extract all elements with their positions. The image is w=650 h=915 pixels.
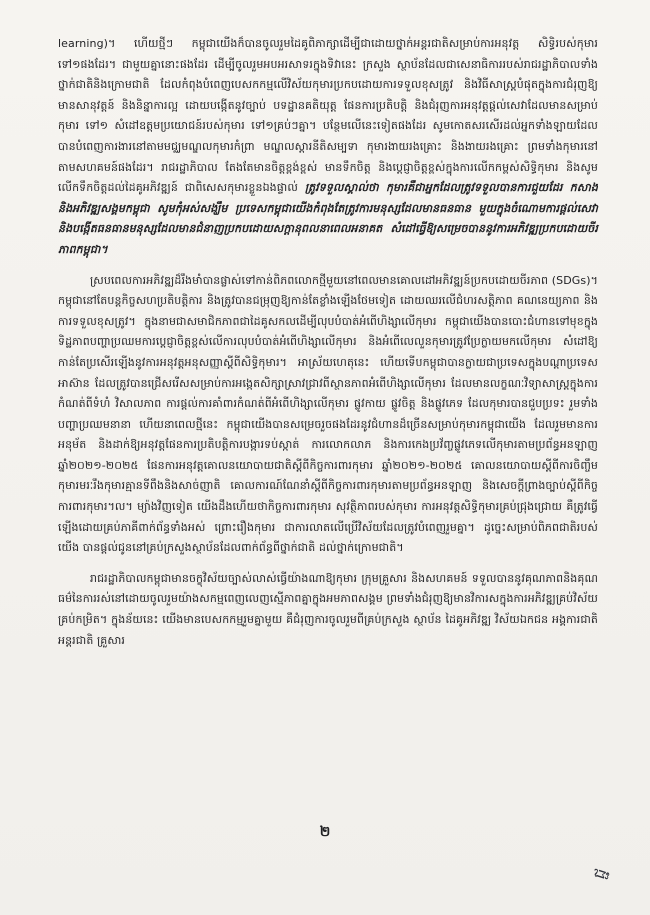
handwritten-initials: ជ្ជ [589, 865, 611, 882]
paragraph-1 [58, 34, 598, 261]
paragraph-3 [58, 569, 598, 651]
page-number: ២ [319, 824, 331, 840]
paragraph-2-text: ស្របពេលការអភិវឌ្ឍដ៏រឹងមាំបានផ្លាស់ទៅកាន់ពិភពលោកថ្មីមួយនៅពេលមានគោលដៅអភិវឌ្ឍន៍ប្រកបដោយចីរភាព (SDGs)។ កម្ពុជានៅតែបន្តកិច្ចសហប្រតិបត្តិការ និងត្រូវបានជម្រុញឱ្យកាន់តែខ្លាំងឡើងថែមទៀត ដោយឈរលើជំហរសត្តិភាព គណនេយ្យភាព និងការទទួលខុសត្រូវ។ ក្នុងនាមជាសមាជិកភាពជាដៃគូសកលដើម្បីលុបបំបាត់អំពើហិង្សាលើកុមារ កម្ពុជាយើងបានបោះជំហានទៅមុខក្នុងទិដ្ឋភាពបញ្ហាប្រឈមការប្តេជ្ញាចិត្តខ្ពស់លើការលុបបំបាត់អំពើហិង្សាលើកុមារ និងអំពើលេលួនកុមារត្រូវប្រែក្លាយមកលើកុមារ សំដៅឱ្យកាន់តែប្រសើរឡើងនូវការអនុវត្តអនុសញ្ញាស្តីពីសិទ្ធិកុមារ។ អាស្រ័យហេតុនេះ ហើយទើបកម្ពុជាបានក្លាយជាប្រទេសក្នុងបណ្តាប្រទេសអាស៊ាន ដែលត្រូវបានជ្រើសរើសសម្រាប់ការអង្កេតសិក្សាស្រាវជ្រាវពីស្ថានភាពអំពើហិង្សាលើកុមារ ដែលមានលក្ខណៈវិទ្យាសាស្ត្រក្នុងការកំណត់ពីទំហំ វិសាលភាព ការផ្តល់ការគាំពារកំណត់ពីអំពើហិង្សាលើកុមារ ផ្លូវកាយ ផ្លូវចិត្ត និងផ្លូវភេទ ដែលកុមារបានជួបប្រទះ រួមទាំងបញ្ហាប្រឈមនានា ហើយនាពេលថ្មីនេះ កម្ពុជាយើងបានសម្រេចរួចផងដែរនូវជំហានដ៏ច្រើនសម្រាប់កុមារកម្ពុជាយើង ដែលរួមមានការអនុម័ត និងដាក់ឱ្យអនុវត្តផែនការប្រតិបត្តិការបង្ការទប់ស្កាត់ ការលោកលាភ និងការកេងប្រវ័ញ្ចផ្លូវភេទលើកុមារតាមប្រព័ន្ធអនឡាញ ឆ្នាំ២០២១-២០២៥ ផែនការអនុវត្តគោលនយោបាយជាតិស្តីពីកិច្ចការពារកុមារ ឆ្នាំ២០២១-២០២៥ គោលនយោបាយស្តីពីការចិញ្ចឹមកុមារមរៈរឹងកុមារគ្មានទីពឹងនិងសាច់ញាតិ គោលការណ៍ណែនាំស្តីពីកិច្ចការពារកុមារតាមប្រព័ន្ធអនឡាញ និងសេចក្តីព្រាងច្បាប់ស្តីពីកិច្ចការពារកុមារ។ល។ ម្យ៉ាងវិញទៀត យើងដឹងហើយថាកិច្ចការពារកុមារ សុវត្ថិភាពរបស់កុមារ ការអនុវត្តសិទ្ធិកុមារគ្រប់ជ្រុងជ្រោយ គឺត្រូវធ្វើឡើងដោយគ្រប់ភាគីពាក់ព័ន្ធទាំងអស់ ព្រោះរឿងកុមារ ជាការលាតលើប្រើវិស័យដែលត្រូវបំពេញរួមគ្នា។ ដូច្នេះសម្រាប់ពិភពជាតិរបស់យើង បានផ្តល់ជូននៅគ្រប់ក្រសួងស្ថាប័នដែលពាក់ព័ន្ធពីថ្នាក់ជាតិ ដល់ថ្នាក់ក្រោមជាតិ។ [58, 273, 598, 555]
document-body [58, 34, 598, 661]
paragraph-1-emphasis: ត្រូវទទួលស្គាល់ថា កុមារគឺជាអ្នកដែលត្រូវទទួលបានការជួយដែរ កសាង និងអភិវឌ្ឍសង្គមកម្ពុជា សូមកុំអស់សង្ឃឹម ប្រទេសកម្ពុជាយើងកំពុងតែត្រូវការមនុស្សដែលមានធនធាន មួយក្នុងចំណោមការផ្តល់សេវា និងបង្កើតធនធានមនុស្សដែលមានជំនាញប្រកបដោយសក្តានុពលនាពេលអនាគត សំដៅធ្វើឱ្យសម្រេចបាននូវការអភិវឌ្ឍប្រកបដោយចីរភាពកម្ពុជា។ [58, 181, 598, 256]
paragraph-3-text: រាជរដ្ឋាភិបាលកម្ពុជាមានចក្ខុវិស័យច្បាស់លាស់ធ្វើយ៉ាងណាឱ្យកុមារ ក្រុមគ្រួសារ និងសហគមន៍ ទទួលបាននូវគុណភាពនិងគុណធម៌នៃការរស់នៅដោយចូលរួមយ៉ាងសកម្មពេញលេញស្មើភាពគ្នាក្នុងអមភាពសង្គម ព្រមទាំងជំរុញឱ្យមានវិការសក្នុងការអភិវឌ្ឍគ្រប់វិស័យ គ្រប់កម្រិត។ ក្នុងន័យនេះ យើងមានបេសកកម្មរួមគ្នាមួយ គឺជំរុញការចូលរួមពីគ្រប់ក្រសួង ស្ថាប័ន ដៃគូអភិវឌ្ឍ វិស័យឯកជន អង្គការជាតិ អន្តរជាតិ គ្រួសារ [58, 571, 598, 647]
paragraph-2 [58, 271, 598, 559]
paragraph-1-text: learning)។ ហើយថ្មីៗ កម្ពុជាយើងក៏បានចូលរួមដៃគូពិភាក្សាដើម្បីជាដោយថ្នាក់អន្តរជាតិសម្រាប់ការអនុវត្ត សិទ្ធិរបស់កុមារ ទៅ១ផងដែរ។ ជាមួយគ្នានោះផងដែរ ដើម្បីចូលរួមអបអរសាទរក្នុងទិវានេះ ក្រសួង ស្ថាប័នដែលជាសេនាធិការរបស់រាជរដ្ឋាភិបាលទាំងថ្នាក់ជាតិនិងក្រោមជាតិ ដែលកំពុងបំពេញបេសកកម្មលើវិស័យកុមារប្រកបដោយការទទួលខុសត្រូវ និងវិធីសាស្ត្របំផុតក្នុងការជំរុញឱ្យមានសានុវត្តន៍ និងនិន្នាការល្អ ដោយបង្កើតនូវច្បាប់ បទដ្ឋានគតិយុត្ត ផែនការប្រតិបត្តិ និងជំរុញការអនុវត្តផ្តល់សេវាដែលមានសម្រាប់កុមារ ទៅ១ សំដៅឧត្តមប្រយោជន៍របស់កុមារ ទៅ១គ្រប់ៗគ្នា។ បន្ថែមលើនេះទៀតផងដែរ សូមកោតសរសើរដល់អ្នកទាំងឡាយដែលបានបំពេញការងារនៅតាមមជ្ឈមណ្ឌលកុមារកំព្រា មណ្ឌលស្តារនីតិសម្បទា កុមារងាយរងគ្រោះ និងងាយរងគ្រោះ ព្រមទាំងកុមារនៅតាមសហគមន៍ផងដែរ។ រាជរដ្ឋាភិបាល តែងតែមានចិត្តខ្ពង់ខ្ពស់ មានទឹកចិត្ត និងប្តេជ្ញាចិត្តខ្ពស់ក្នុងការលើកកម្ពស់សិទ្ធិកុមារ និងសូមលើកទឹកចិត្តដល់ដៃគូអភិវឌ្ឍន៍ ជាពិសេសកុមារខ្លួនឯងផ្ទាល់ [58, 37, 598, 195]
